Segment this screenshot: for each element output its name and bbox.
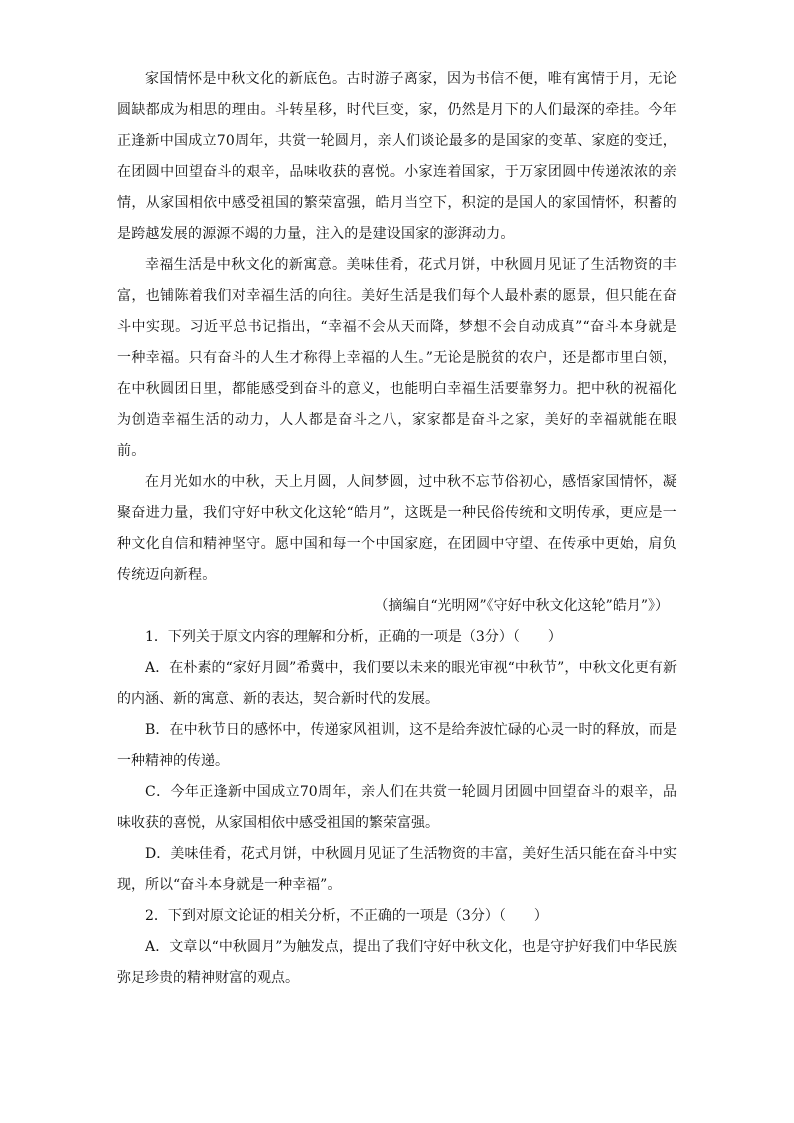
question-1-stem: 1．下列关于原文内容的理解和分析，正确的一项是（3分）（ ） (145, 629, 562, 645)
question-1-option-a: A．在朴素的“家好月圆”希冀中，我们要以未来的眼光审视“中秋节”，中秋文化更有新的内涵、新的寓意、新的表达，契合新时代的发展。 (117, 660, 677, 707)
question-1-option-d: D．美味佳肴，花式月饼，中秋圆月见证了生活物资的丰富，美好生活只能在奋斗中实现，所以“奋斗本身就是一种幸福”。 (117, 846, 677, 893)
passage-paragraph-1: 家国情怀是中秋文化的新底色。古时游子离家，因为书信不便，唯有寓情于月，无论圆缺都成为相思的理由。斗转星移，时代巨变，家，仍然是月下的人们最深的牵挂。今年正逢新中国成立70周年，共赏一轮圆月，亲人们谈论最多的是国家的变革、家庭的变迁，在团圆中回望奋斗的艰辛，品味收获的喜悦。小家连着国家，于万家团圆中传递浓浓的亲情，从家国相依中感受祖国的繁荣富强，皓月当空下，积淀的是国人的家国情怀，积蓄的是跨越发展的源源不竭的力量，注入的是建设国家的澎湃动力。 (117, 71, 677, 242)
question-1-option-c: C．今年正逢新中国成立70周年，亲人们在共赏一轮圆月团圆中回望奋斗的艰辛，品味收获的喜悦，从家国相依中感受祖国的繁荣富强。 (117, 784, 677, 831)
document-page (117, 64, 677, 994)
passage-source: （摘编自“光明网”《守好中秋文化这轮”皓月”》） (374, 598, 669, 614)
passage-paragraph-2: 幸福生活是中秋文化的新寓意。美味佳肴，花式月饼，中秋圆月见证了生活物资的丰富，也铺陈着我们对幸福生活的向往。美好生活是我们每个人最朴素的愿景，但只能在奋斗中实现。习近平总书记指出，“幸福不会从天而降，梦想不会自动成真”“奋斗本身就是一种幸福。只有奋斗的人生才称得上幸福的人生。”无论是脱贫的农户，还是都市里白领，在中秋圆团日里，都能感受到奋斗的意义，也能明白幸福生活要靠努力。把中秋的祝福化为创造幸福生活的动力，人人都是奋斗之八，家家都是奋斗之家，美好的幸福就能在眼前。 (117, 257, 677, 459)
question-1-option-b: B．在中秋节日的感怀中，传递家风祖训，这不是给奔波忙碌的心灵一时的释放，而是一种精神的传递。 (117, 722, 677, 769)
question-2-option-a: A．文章以“中秋圆月”为触发点，提出了我们守好中秋文化，也是守护好我们中华民族弥足珍贵的精神财富的观点。 (117, 939, 677, 986)
question-2-stem: 2．下到对原文论证的相关分析，不正确的一项是（3分）（ ） (145, 908, 548, 924)
passage-paragraph-3: 在月光如水的中秋，天上月圆，人间梦圆，过中秋不忘节俗初心，感悟家国情怀，凝聚奋进力量，我们守好中秋文化这轮“皓月”，这既是一种民俗传统和文明传承，更应是一种文化自信和精神坚守。愿中国和每一个中国家庭，在团圆中守望、在传承中更始，肩负传统迈向新程。 (117, 474, 677, 583)
